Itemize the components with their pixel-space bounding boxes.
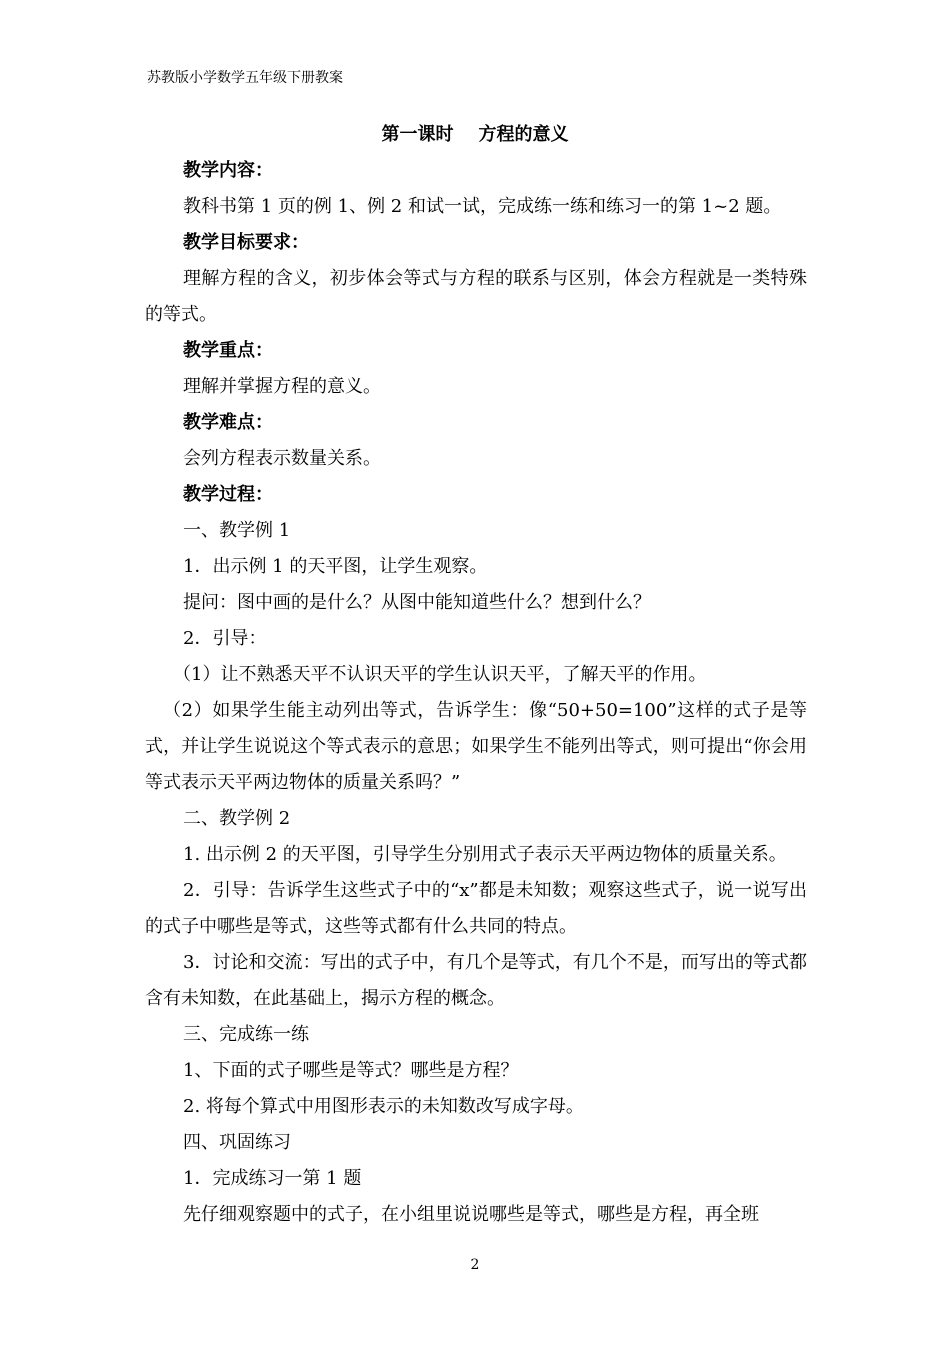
part3-item2: 2. 将每个算式中用图形表示的未知数改写成字母。 <box>183 1096 584 1117</box>
part1-step2-b: （2）如果学生能主动列出等式，告诉学生：像“50+50=100”这样的式子是等式，并让学生说说这个等式表示的意思；如果学生不能列出等式，则可提出“你会用等式表示天平两边物体的质量关系吗？” <box>145 700 807 793</box>
part2-step1: 1. 出示例 2 的天平图，引导学生分别用式子表示天平两边物体的质量关系。 <box>183 844 787 865</box>
section-heading-difficulty: 教学难点： <box>183 412 273 433</box>
document-body <box>145 153 807 1233</box>
part3-item1: 1、下面的式子哪些是等式？哪些是方程？ <box>183 1060 519 1081</box>
part4-item1: 1．完成练习一第 1 题 <box>183 1168 362 1189</box>
part4-item1-text: 先仔细观察题中的式子，在小组里说说哪些是等式，哪些是方程，再全班 <box>183 1204 759 1225</box>
section-heading-key: 教学重点： <box>183 340 273 361</box>
section-heading-process: 教学过程： <box>183 484 273 505</box>
key-text: 理解并掌握方程的意义。 <box>183 376 381 397</box>
part2-step3: 3．讨论和交流：写出的式子中，有几个是等式，有几个不是，而写出的等式都含有未知数，在此基础上，揭示方程的概念。 <box>145 952 807 1009</box>
part1-heading: 一、教学例 1 <box>183 520 291 541</box>
content-text: 教科书第 1 页的例 1、例 2 和试一试，完成练一练和练习一的第 1~2 题。 <box>183 196 782 217</box>
part2-step2: 2．引导：告诉学生这些式子中的“x”都是未知数；观察这些式子，说一说写出的式子中哪些是等式，这些等式都有什么共同的特点。 <box>145 880 807 937</box>
part1-question: 提问：图中画的是什么？从图中能知道些什么？想到什么？ <box>183 592 651 613</box>
part1-step1: 1．出示例 1 的天平图，让学生观察。 <box>183 556 488 577</box>
goals-text: 理解方程的含义，初步体会等式与方程的联系与区别，体会方程就是一类特殊的等式。 <box>145 268 807 325</box>
section-heading-goals: 教学目标要求： <box>183 232 309 253</box>
section-heading-content: 教学内容： <box>183 160 273 181</box>
page-header: 苏教版小学数学五年级下册教案 <box>147 70 343 86</box>
part1-step2-a: （1）让不熟悉天平不认识天平的学生认识天平，了解天平的作用。 <box>173 664 707 685</box>
part1-step2: 2．引导： <box>183 628 267 649</box>
page-number: 2 <box>470 1257 480 1273</box>
part3-heading: 三、完成练一练 <box>183 1024 309 1045</box>
part4-heading: 四、巩固练习 <box>183 1132 291 1153</box>
part2-heading: 二、教学例 2 <box>183 808 291 829</box>
difficulty-text: 会列方程表示数量关系。 <box>183 448 381 469</box>
lesson-title: 第一课时 方程的意义 <box>381 124 569 145</box>
